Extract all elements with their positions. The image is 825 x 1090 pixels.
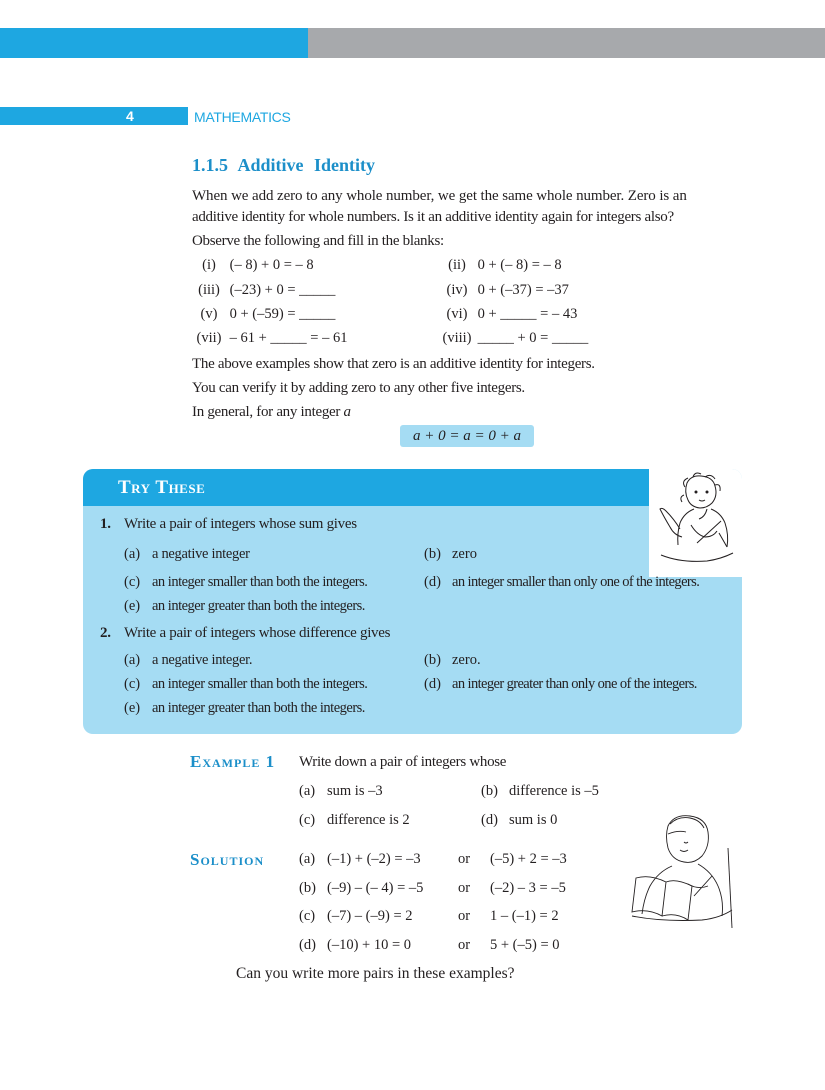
option-item: (a) a negative integer.: [124, 652, 253, 668]
option-item: (d) an integer greater than only one of the integers.: [424, 676, 697, 692]
solution-alt: (–5) + 2 = –3: [490, 851, 567, 867]
example-part: (a) sum is –3: [299, 783, 383, 799]
solution-row: (c) (–7) – (–9) = 2: [299, 908, 413, 924]
solution-or: or: [458, 851, 471, 867]
solution-alt: 1 – (–1) = 2: [490, 908, 559, 924]
section-title: 1.1.5 Additive Identity: [192, 155, 376, 175]
solution-alt: (–2) – 3 = –5: [490, 880, 566, 896]
option-item: (a) a negative integer: [124, 546, 250, 562]
solution-label: Solution: [190, 850, 265, 869]
observe-text: Observe the following and fill in the blanks:: [192, 233, 444, 249]
option-item: (d) an integer smaller than only one of the integers.: [424, 574, 700, 590]
solution-alt: 5 + (–5) = 0: [490, 937, 560, 953]
question-1: 1. Write a pair of integers whose sum gives: [100, 516, 357, 532]
exercise-item: (ii) 0 + (– 8) = – 8: [448, 257, 562, 273]
example-part: (c) difference is 2: [299, 812, 410, 828]
option-item: (e) an integer greater than both the integers.: [124, 700, 365, 716]
boy-writing-illustration: [628, 808, 740, 938]
intro-line-2: additive identity for whole numbers. Is it an additive identity again for integers also?: [192, 209, 674, 225]
closing-question: Can you write more pairs in these examples?: [236, 965, 515, 982]
illustration-panel: [649, 469, 742, 577]
running-title: MATHEMATICS: [194, 109, 291, 125]
exercise-item: (iii) (–23) + 0 = _____: [198, 282, 336, 298]
example-text: Write down a pair of integers whose: [299, 754, 507, 770]
exercise-item: (i) (– 8) + 0 = – 8: [202, 257, 314, 273]
try-these-title: Try These: [118, 477, 206, 498]
solution-row: (d) (–10) + 10 = 0: [299, 937, 412, 953]
example-part: (b) difference is –5: [481, 783, 599, 799]
example-label: Example 1: [190, 752, 276, 771]
top-color-bar-blue: [0, 28, 308, 58]
option-item: (b) zero: [424, 546, 477, 562]
solution-or: or: [458, 880, 471, 896]
intro-line-1: When we add zero to any whole number, we get the same whole number. Zero is an: [192, 188, 687, 204]
option-item: (b) zero.: [424, 652, 481, 668]
page-number: 4: [126, 108, 134, 124]
exercise-item: (iv) 0 + (–37) = –37: [446, 282, 569, 298]
solution-or: or: [458, 937, 471, 953]
question-2: 2. Write a pair of integers whose difference gives: [100, 625, 391, 641]
identity-formula: a + 0 = a = 0 + a: [400, 425, 534, 447]
exercise-item: (vii) – 61 + _____ = – 61: [196, 330, 348, 346]
verify-text: You can verify it by adding zero to any other five integers.: [192, 380, 525, 396]
exercise-item: (vi) 0 + _____ = – 43: [446, 306, 578, 322]
option-item: (c) an integer smaller than both the integers.: [124, 574, 368, 590]
option-item: (e) an integer greater than both the integers.: [124, 598, 365, 614]
page-number-bar: [0, 107, 188, 125]
exercise-item: (viii) _____ + 0 = _____: [442, 330, 589, 346]
solution-row: (a) (–1) + (–2) = –3: [299, 851, 421, 867]
solution-or: or: [458, 908, 471, 924]
general-text: In general, for any integer a: [192, 404, 351, 420]
solution-row: (b) (–9) – (– 4) = –5: [299, 880, 424, 896]
exercise-item: (v) 0 + (–59) = _____: [200, 306, 336, 322]
girl-thinking-illustration: [649, 469, 742, 577]
example-part: (d) sum is 0: [481, 812, 558, 828]
option-item: (c) an integer smaller than both the integers.: [124, 676, 368, 692]
conclusion-text: The above examples show that zero is an additive identity for integers.: [192, 356, 595, 372]
top-color-bar-grey: [308, 28, 825, 58]
